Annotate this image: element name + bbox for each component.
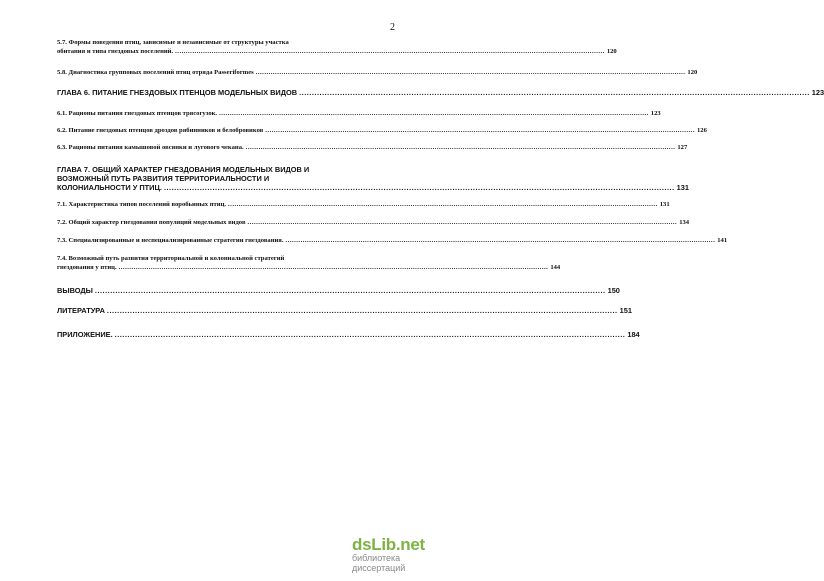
toc-entry[interactable] <box>57 68 698 77</box>
dot-leader: ........................................................................................................................................................................................................ <box>265 127 695 134</box>
toc-entry[interactable] <box>57 126 707 135</box>
toc-entry[interactable] <box>57 286 620 295</box>
logo-subtitle: библиотека диссертаций <box>352 553 406 573</box>
toc-entry-title: гнездования у птиц. <box>57 264 117 271</box>
toc-entry[interactable] <box>57 38 617 56</box>
toc-entry-title: 6.2. Питание гнездовых птенцов дроздов рябинников и белобровиков <box>57 127 264 134</box>
toc-page-number: 151 <box>619 306 632 315</box>
toc-entry-title: 7.2. Общий характер гнездования популяций модельных видов <box>57 219 246 226</box>
toc-entry-line <box>57 218 690 227</box>
toc-entry-title: ВЫВОДЫ <box>57 286 93 295</box>
toc-entry[interactable] <box>57 254 561 272</box>
toc-entry[interactable] <box>57 218 690 227</box>
toc-page-number: 144 <box>550 264 561 271</box>
dot-leader: ........................................................................................................................................................................................................ <box>285 237 716 244</box>
toc-entry-title: ПРИЛОЖЕНИЕ. <box>57 330 113 339</box>
toc-entry-text: 5.7. Формы поведения птиц, зависимые и независимые от структуры участка <box>57 39 289 46</box>
toc-page-number: 120 <box>606 48 617 55</box>
dot-leader: ........................................................................................................................................................................................................ <box>255 69 686 76</box>
toc-entry-title: 5.8. Диагностика групповых поселений птиц отряда Passeriformes <box>57 69 254 76</box>
dot-leader: ........................................................................................................................................................................................................ <box>175 48 605 55</box>
page-number: 2 <box>390 22 395 33</box>
dot-leader: ........................................................................................................................................................................................................ <box>228 201 658 208</box>
toc-entry-line <box>57 68 698 77</box>
toc-entry-line <box>57 143 688 152</box>
toc-page-number: 131 <box>659 201 670 208</box>
dot-leader: ........................................................................................................................................................................................................ <box>245 144 676 151</box>
dot-leader: ........................................................................................................................................................................................................ <box>219 110 649 117</box>
toc-page-number: 134 <box>679 219 690 226</box>
toc-entry-title: 6.1. Рационы питания гнездовых птенцов трясогузок. <box>57 110 218 117</box>
toc-entry[interactable] <box>57 306 632 315</box>
toc-entry-line <box>57 183 689 192</box>
toc-entry-line <box>57 88 824 97</box>
toc-entry-text: ВОЗМОЖНЫЙ ПУТЬ РАЗВИТИЯ ТЕРРИТОРИАЛЬНОСТИ И <box>57 174 270 183</box>
dslib-logo[interactable] <box>352 535 450 573</box>
toc-entry-title: КОЛОНИАЛЬНОСТИ У ПТИЦ. <box>57 183 162 192</box>
toc-page-number: 123 <box>811 88 824 97</box>
toc-entry[interactable] <box>57 200 670 209</box>
dot-leader: ........................................................................................................................................................................................................ <box>299 88 810 97</box>
toc-page-number: 184 <box>627 330 640 339</box>
toc-entry-line <box>57 109 661 118</box>
toc-entry-title: обитания и типа гнездовых поселений. <box>57 48 174 55</box>
toc-entry[interactable] <box>57 109 661 118</box>
dot-leader: ........................................................................................................................................................................................................ <box>114 330 626 339</box>
toc-entry-line <box>57 47 617 56</box>
toc-entry[interactable] <box>57 143 688 152</box>
logo-title: dsLib.net <box>352 535 425 554</box>
dot-leader: ........................................................................................................................................................................................................ <box>94 286 606 295</box>
toc-entry-line <box>57 126 707 135</box>
toc-page-number: 131 <box>676 183 689 192</box>
toc-entry-line <box>57 263 561 272</box>
dot-leader: ........................................................................................................................................................................................................ <box>247 219 678 226</box>
toc-entry-line <box>57 200 670 209</box>
toc-entry-line <box>57 330 640 339</box>
toc-page-number: 141 <box>717 237 728 244</box>
toc-page-number: 127 <box>677 144 688 151</box>
toc-page-number: 123 <box>650 110 661 117</box>
toc-entry-title: 7.1. Характеристика типов поселений воробьиных птиц. <box>57 201 227 208</box>
toc-page-number: 126 <box>696 127 707 134</box>
toc-entry-title: 6.3. Рационы питания камышовой овсянки и лугового чекана. <box>57 144 244 151</box>
dot-leader: ........................................................................................................................................................................................................ <box>106 306 618 315</box>
dot-leader: ........................................................................................................................................................................................................ <box>163 183 675 192</box>
toc-entry-line <box>57 286 620 295</box>
toc-entry-title: 7.3. Специализированные и неспециализированные стратегии гнездования. <box>57 237 284 244</box>
toc-entry[interactable] <box>57 236 728 245</box>
toc-entry-title: ЛИТЕРАТУРА <box>57 306 105 315</box>
toc-entry-text: 7.4. Возможный путь развития территориальной и колониальной стратегий <box>57 255 285 262</box>
toc-entry-title: ГЛАВА 6. ПИТАНИЕ ГНЕЗДОВЫХ ПТЕНЦОВ МОДЕЛЬНЫХ ВИДОВ <box>57 88 298 97</box>
toc-page-number: 120 <box>687 69 698 76</box>
toc-page-number: 150 <box>607 286 620 295</box>
toc-entry[interactable] <box>57 165 689 192</box>
toc-entry[interactable] <box>57 88 824 97</box>
dot-leader: ........................................................................................................................................................................................................ <box>118 264 549 271</box>
toc-entry-line <box>57 306 632 315</box>
toc-entry-text: ГЛАВА 7. ОБЩИЙ ХАРАКТЕР ГНЕЗДОВАНИЯ МОДЕЛЬНЫХ ВИДОВ И <box>57 165 310 174</box>
toc-entry-line <box>57 236 728 245</box>
toc-entry[interactable] <box>57 330 640 339</box>
